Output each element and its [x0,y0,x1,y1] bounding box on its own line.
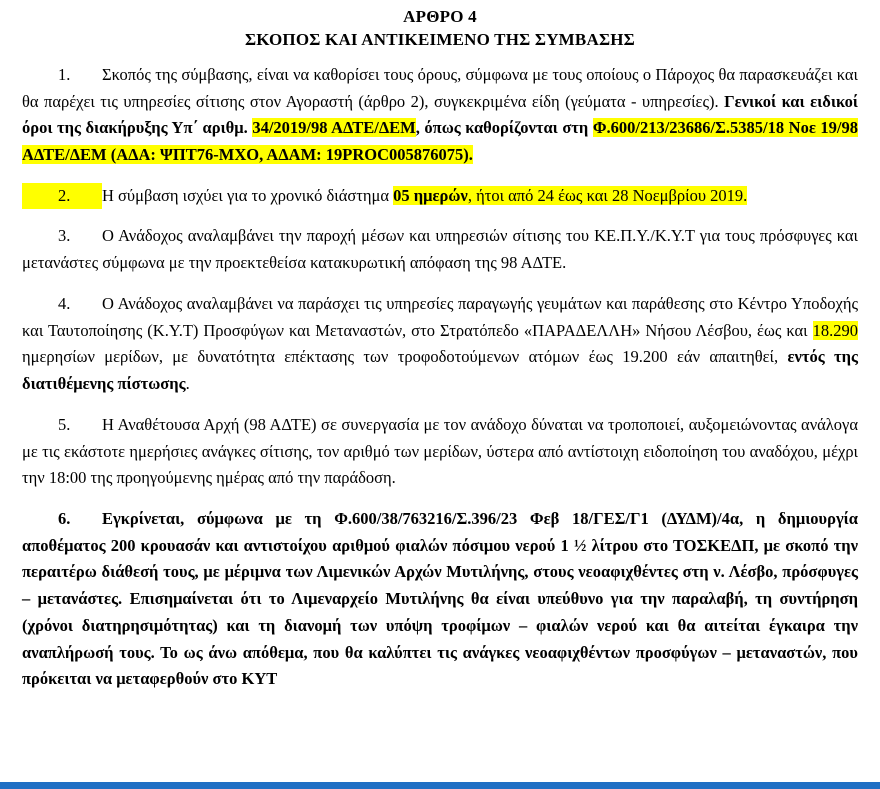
paragraph-text: Σκοπός της σύμβασης, είναι να καθορίσει τους όρους, σύμφωνα με τους οποίους ο Πάροχος θα παρασκευάζει και θα παρέχει τις υπηρεσίες σίτισης στον Αγοραστή (άρθρο 2), συγκεκριμένα είδη (γεύματα - υπηρεσίες). [22,64,858,111]
paragraph-1 [22,62,858,169]
paragraph-text: Ο Ανάδοχος αναλαμβάνει να παράσχει τις υπηρεσίες παραγωγής γευμάτων και παράθεσης στο Κέντρο Υποδοχής και Ταυτοποίησης (Κ.Υ.Τ) Προσφύγων και Μεταναστών, στο Στρατόπεδο «ΠΑΡΑΔΕΛΛΗ» Νήσου Λέσβου, έως και [22,293,858,340]
paragraph-5 [22,412,858,492]
paragraph-text: Η Αναθέτουσα Αρχή (98 ΑΔΤΕ) σε συνεργασία με τον ανάδοχο δύναται να τροποποιεί, αυξομειώνοντας ανάλογα με τις εκάστοτε ημερήσιες ανάγκες σίτισης, τον αριθμό των μερίδων, ύστερα από αντίστοιχη ειδοποίηση του αναδόχου, μέχρι την 18:00 της προηγούμενης ημέρας από την παράδοση. [22,414,858,488]
paragraph-number: 4. [58,293,71,313]
paragraph-6 [22,506,858,693]
paragraph-number: 6. [58,508,71,528]
paragraph-number: 1. [58,64,71,84]
paragraph-2 [22,183,858,210]
page-subtitle: ΣΚΟΠΟΣ ΚΑΙ ΑΝΤΙΚΕΙΜΕΝΟ ΤΗΣ ΣΥΜΒΑΣΗΣ [244,29,635,49]
paragraph-text: Φ.600/213/23686/Σ.5385/18 Νοε 19/98 ΑΔΤΕ/ΔΕΜ (ΑΔΑ: ΨΠΤ76-ΜΧΟ, ΑΔΑΜ: 19PROC005876075). [22,118,858,165]
paragraph-4 [22,291,858,398]
page-title: ΑΡΘΡΟ 4 [403,7,477,26]
paragraph-number: 3. [58,226,71,246]
paragraph-number: 2. [22,183,102,210]
paragraph-text: 24 έως και 28 Νοεμβρίου 2019. [537,185,748,205]
paragraph-text: ημερησίων μερίδων, με δυνατότητα επέκτασης των τροφοδοτούμενων ατόμων έως 19.200 εάν απαιτηθεί, [22,347,788,367]
paragraph-text: Ο Ανάδοχος αναλαμβάνει την παροχή μέσων και υπηρεσιών σίτισης του ΚΕ.Π.Υ./Κ.Υ.Τ για τους πρόσφυγες και μετανάστες σύμφωνα με την προεκτεθείσα κατακυρωτική απόφαση της 98 ΑΔΤΕ. [22,226,858,273]
paragraph-text: Εγκρίνεται, σύμφωνα με τη Φ.600/38/763216/Σ.396/23 Φεβ 18/ΓΕΣ/Γ1 (ΔΥΔΜ)/4α, η δημιουργία αποθέματος 200 κρουασάν και αντιστοίχου αριθμού φιαλών πόσιμου νερού 1 ½ λίτρου στο ΤΟΣΚΕΔΠ, με σκοπό την περαιτέρω διάθεσή τους, με μέριμνα των Λιμενικών Αρχών Μυτιλήνης, στους νεοαφιχθέντες στη ν. Λέσβο, πρόσφυγες – μετανάστες. Επισημαίνεται ότι το Λιμεναρχείο Μυτιλήνης θα είναι υπεύθυνο για την παραλαβή, τη συντήρηση (χρόνοι διατηρησιμότητας) και τη διανομή των υπόψη τροφίμων – φιαλών νερού και θα αιτείται έγκαιρα την αναπλήρωσή τους. Το ως άνω απόθεμα, που θα καλύπτει τις ανάγκες νεοαφιχθέντων προσφύγων – μεταναστών, που πρόκειται να μεταφερθούν στο ΚΥΤ [22,508,858,689]
paragraph-text: 34/2019/98 ΑΔΤΕ/ΔΕΜ [252,118,416,138]
paragraph-text: 05 ημερών [393,185,468,205]
paragraph-text: Γενικοί και ειδικοί όροι της διακήρυξης Υπ΄ αριθμ. [22,91,858,138]
paragraph-text: εντός της διατιθέμενης πίστωσης [22,347,858,394]
paragraph-text: , ήτοι από [467,185,538,205]
bottom-accent-bar [0,782,880,789]
paragraph-number: 5. [58,414,71,434]
paragraph-text: Η σύμβαση ισχύει για το χρονικό διάστημα [102,185,394,205]
paragraph-3 [22,223,858,276]
paragraph-text: 18.290 [812,320,858,340]
paragraph-text: , όπως καθορίζονται στη [415,118,593,138]
document-body [22,62,858,693]
paragraph-text: . [185,374,190,394]
